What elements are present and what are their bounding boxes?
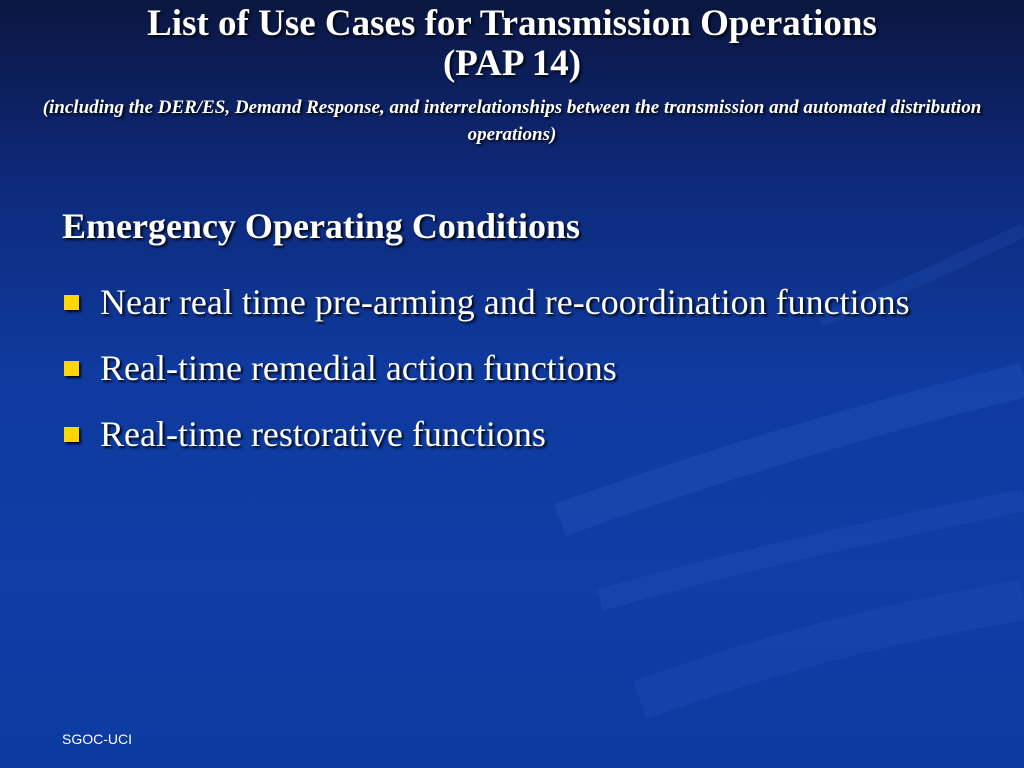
footer-label: SGOC-UCI: [62, 731, 132, 747]
page-title-line-1: List of Use Cases for Transmission Operations: [147, 3, 877, 44]
bullet-text: Real-time restorative functions: [100, 414, 546, 454]
page-subtitle: (including the DER/ES, Demand Response, and interrelationships between the transmission and automated distribution operations): [42, 97, 982, 145]
bullet-item: [62, 342, 962, 394]
bullet-text: Near real time pre-arming and re-coordination functions: [100, 282, 910, 322]
bullet-item: [62, 276, 962, 328]
bullet-text: Real-time remedial action functions: [100, 348, 617, 388]
bullet-square-icon: [64, 427, 79, 442]
bullet-square-icon: [64, 361, 79, 376]
page-title-line-2: (PAP 14): [442, 43, 582, 84]
title-block: [40, 4, 984, 148]
section-heading: Emergency Operating Conditions: [62, 206, 580, 246]
bullet-square-icon: [64, 295, 79, 310]
bullet-list: [62, 276, 962, 474]
bullet-item: [62, 408, 962, 460]
